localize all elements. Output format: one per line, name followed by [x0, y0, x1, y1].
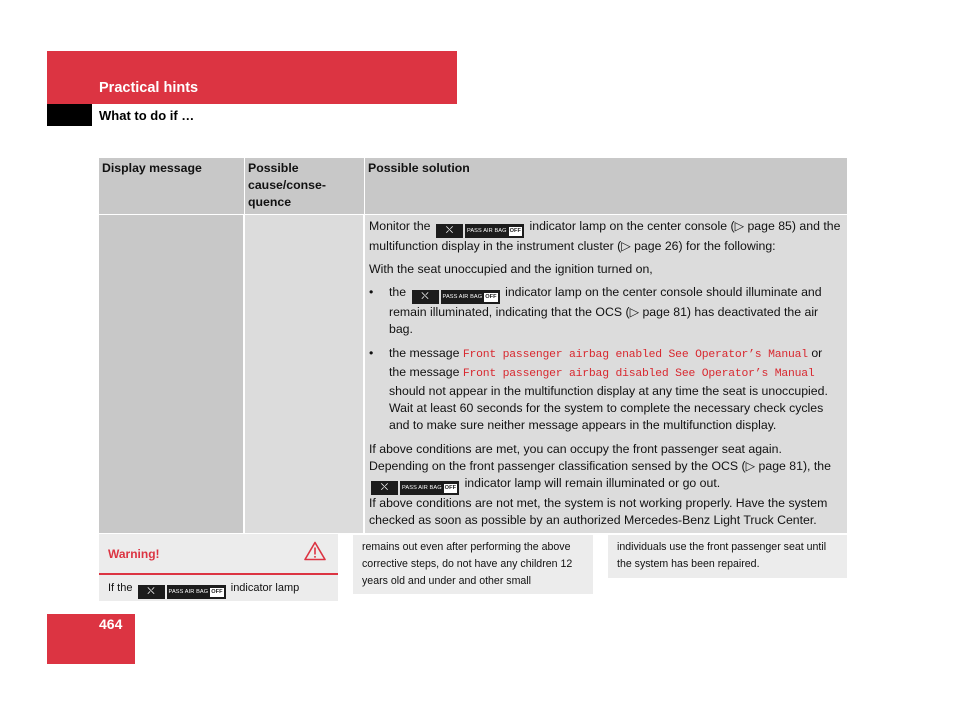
warning-continuation-1: remains out even after performing the above corrective steps, do not have any children 12 years old and under and other small: [353, 535, 593, 594]
header-possible-solution: Possible solution: [368, 161, 470, 175]
list-item: • the ⛌ PASS AIR BAG OFF indicator lamp on the center console should illuminate and remain illuminated, indicating that the OCS (▷ page 81) has deactivated the air bag.: [369, 285, 822, 336]
seat-occupant-icon: ⛌: [138, 585, 165, 599]
section-title: Practical hints: [99, 80, 199, 96]
section-marker: [47, 104, 92, 126]
header-band: [47, 51, 457, 104]
header-possible-cause: Possible cause/conse- quence: [245, 158, 365, 214]
pass-airbag-off-lamp-icon: ⛌ PASS AIR BAG OFF: [371, 481, 459, 495]
bullet-icon: •: [369, 346, 374, 360]
display-message-cell: [99, 215, 245, 533]
warning-continuation-2: individuals use the front passenger seat until the system has been repaired.: [608, 535, 847, 578]
list-item: • the message Front passenger airbag enabled See Operator’s Manual or the message Front passenger airbag disabled See Operator’s Manual should not appear in the multifunction display at any time the seat is unoccupied. Wait at least 60 seconds for the system to complete the necessary check cycles and to make sure neither message appears in the multifunction display.: [369, 346, 828, 432]
solution-paragraph-1: Monitor the ⛌ PASS AIR BAG OFF indicator lamp on the center console (▷ page 85) and the multifunction display in the instrument cluster (▷ page 26) for the following:: [369, 219, 841, 253]
solution-paragraph-3: If above conditions are met, you can occupy the front passenger seat again. Depending on the front passenger classification sensed by the OCS (▷ page 81), the ⛌ PASS AIR BAG OFF indicator lamp will remain illuminated or go out. If above conditions are not met, the system is not working properly. Have the system checked as soon as possible by an authorized Mercedes-Benz Light Truck Center.: [369, 442, 831, 527]
pass-airbag-off-lamp-icon: ⛌ PASS AIR BAG OFF: [412, 290, 500, 304]
pass-airbag-off-lamp-icon: ⛌ PASS AIR BAG OFF: [436, 224, 524, 238]
warning-title: Warning!: [108, 547, 160, 561]
subsection-title: What to do if …: [99, 108, 195, 123]
troubleshooting-table: [99, 158, 847, 533]
table-row: [99, 215, 847, 533]
bullet-icon: •: [369, 285, 374, 299]
table-header-row: [99, 158, 847, 215]
pass-airbag-off-lamp-icon: ⛌ PASS AIR BAG OFF: [138, 585, 226, 599]
warning-triangle-icon: [304, 541, 326, 561]
page-number: 464: [99, 616, 123, 632]
warning-box: [99, 534, 338, 601]
display-message-enabled: Front passenger airbag enabled See Operator’s Manual: [462, 349, 808, 361]
seat-occupant-icon: ⛌: [371, 481, 398, 495]
solution-bullets: [369, 284, 842, 434]
solution-paragraph-2: With the seat unoccupied and the ignition turned on,: [369, 262, 653, 276]
seat-occupant-icon: ⛌: [412, 290, 439, 304]
seat-occupant-icon: ⛌: [436, 224, 463, 238]
possible-cause-cell: [245, 215, 365, 533]
possible-solution-cell: [365, 215, 847, 533]
warning-text: If the ⛌ PASS AIR BAG OFF indicator lamp: [108, 582, 300, 597]
header-display-message: Display message: [99, 158, 245, 214]
display-message-disabled: Front passenger airbag disabled See Operator’s Manual: [462, 368, 815, 380]
